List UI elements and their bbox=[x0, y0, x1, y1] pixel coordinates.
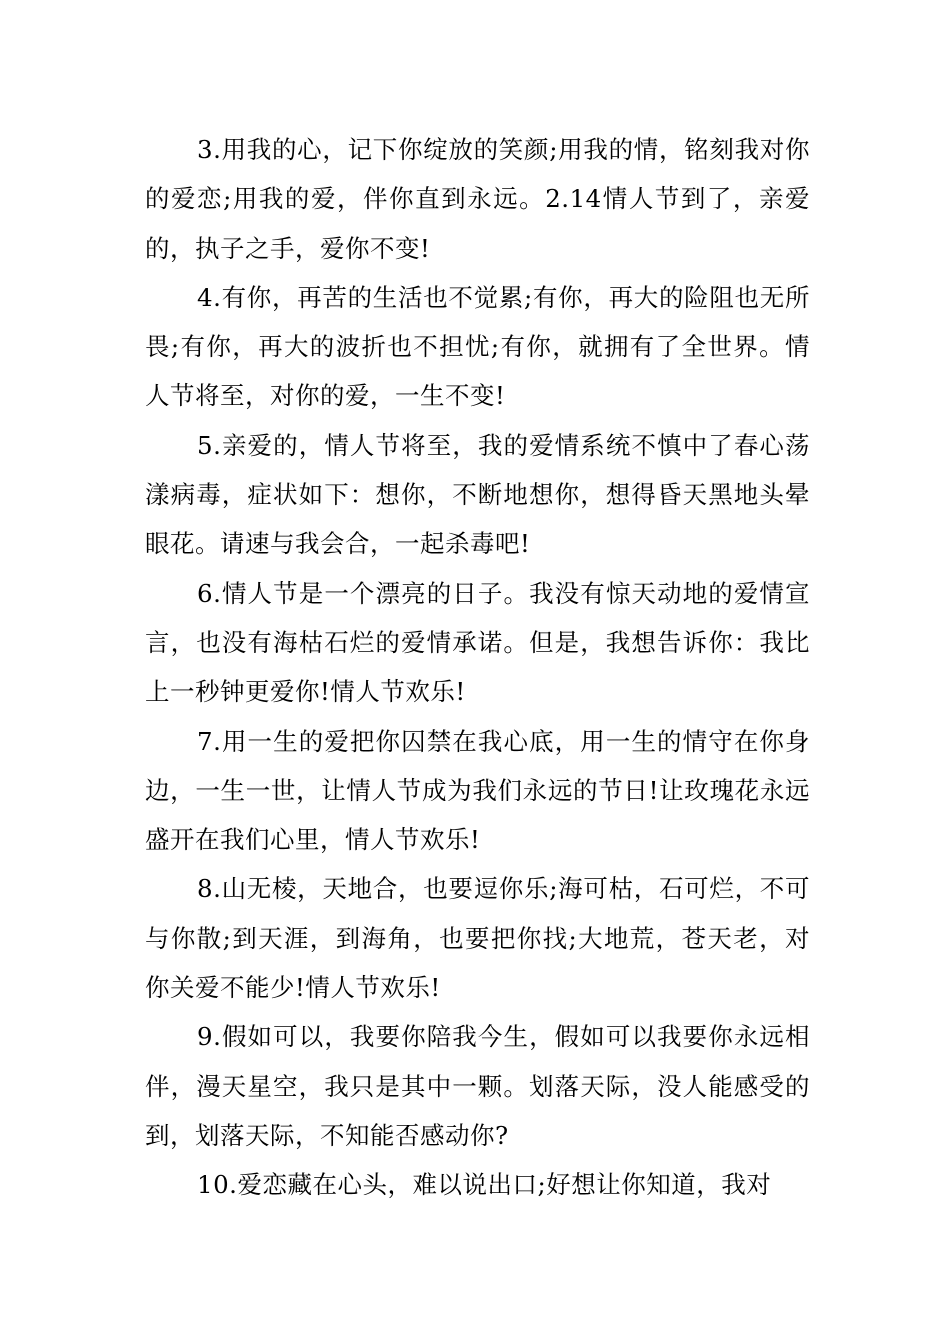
paragraph-8: 8.山无棱，天地合，也要逗你乐;海可枯，石可烂，不可与你散;到天涯，到海角，也要把你找;大地荒，苍天老，对你关爱不能少!情人节欢乐! bbox=[145, 874, 810, 1003]
paragraph-5: 5.亲爱的，情人节将至，我的爱情系统不慎中了春心荡漾病毒，症状如下：想你，不断地想你，想得昏天黑地头晕眼花。请速与我会合，一起杀毒吧! bbox=[145, 430, 810, 559]
paragraph-7: 7.用一生的爱把你囚禁在我心底，用一生的情守在你身边，一生一世，让情人节成为我们永远的节日!让玫瑰花永远盛开在我们心里，情人节欢乐! bbox=[145, 726, 810, 855]
paragraph-4: 4.有你，再苦的生活也不觉累;有你，再大的险阻也无所畏;有你，再大的波折也不担忧;有你，就拥有了全世界。情人节将至，对你的爱，一生不变! bbox=[145, 282, 810, 411]
paragraph-3: 3.用我的心，记下你绽放的笑颜;用我的情，铭刻我对你的爱恋;用我的爱，伴你直到永远。2.14情人节到了，亲爱的，执子之手，爱你不变! bbox=[145, 135, 810, 263]
paragraph-9: 9.假如可以，我要你陪我今生，假如可以我要你永远相伴，漫天星空，我只是其中一颗。划落天际，没人能感受的到，划落天际，不知能否感动你? bbox=[145, 1022, 810, 1150]
paragraph-10: 10.爱恋藏在心头，难以说出口;好想让你知道，我对 bbox=[197, 1170, 772, 1200]
paragraph-6: 6.情人节是一个漂亮的日子。我没有惊天动地的爱情宣言，也没有海枯石烂的爱情承诺。但是，我想告诉你：我比上一秒钟更爱你!情人节欢乐! bbox=[145, 578, 810, 707]
document-body bbox=[145, 125, 810, 1210]
